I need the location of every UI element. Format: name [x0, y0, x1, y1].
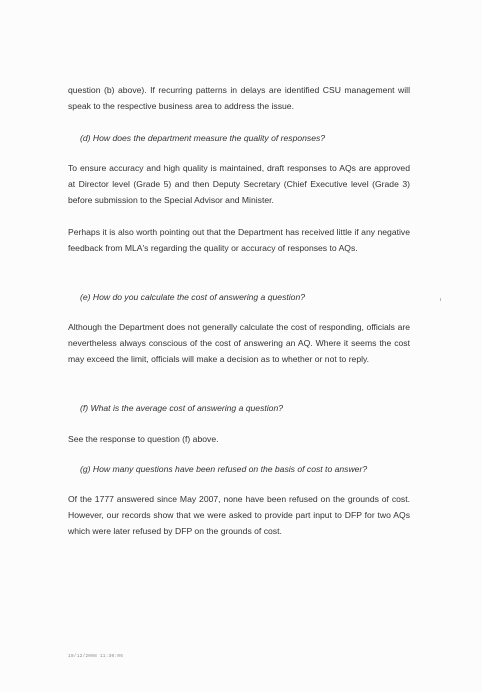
paragraph-feedback: Perhaps it is also worth pointing out that the Department has received little if any negative feedback from MLA's regarding the quality or accuracy of responses to AQs.: [68, 227, 410, 253]
paragraph-see-response: See the response to question (f) above.: [68, 434, 219, 444]
print-timestamp: 19/12/2008 11:30:06: [68, 654, 124, 659]
paragraph-refused: Of the 1777 answered since May 2007, none have been refused on the grounds of cost. However, our records show that we were asked to provide part input to DFP for two AQs which were later refused by DFP on the grounds of cost.: [68, 494, 410, 536]
scan-speck: [440, 298, 441, 301]
paragraph-cost-calculation: Although the Department does not generally calculate the cost of responding, officials are nevertheless always conscious of the cost of answering an AQ. Where it seems the cost may exceed the limit, officials will make a decision as to whether or not to reply.: [68, 322, 410, 364]
paragraph-accuracy: To ensure accuracy and high quality is maintained, draft responses to AQs are approved at Director level (Grade 5) and then Deputy Secretary (Chief Executive level (Grade 3) before submission to the Special Advisor and Minister.: [68, 163, 410, 205]
question-e: (e) How do you calculate the cost of answering a question?: [80, 292, 305, 302]
question-d: (d) How does the department measure the quality of responses?: [80, 133, 326, 143]
paragraph-csu-management: question (b) above). If recurring patterns in delays are identified CSU management will speak to the respective business area to address the issue.: [68, 85, 410, 111]
question-g: (g) How many questions have been refused on the basis of cost to answer?: [80, 464, 368, 474]
question-f: (f) What is the average cost of answering a question?: [80, 403, 284, 413]
